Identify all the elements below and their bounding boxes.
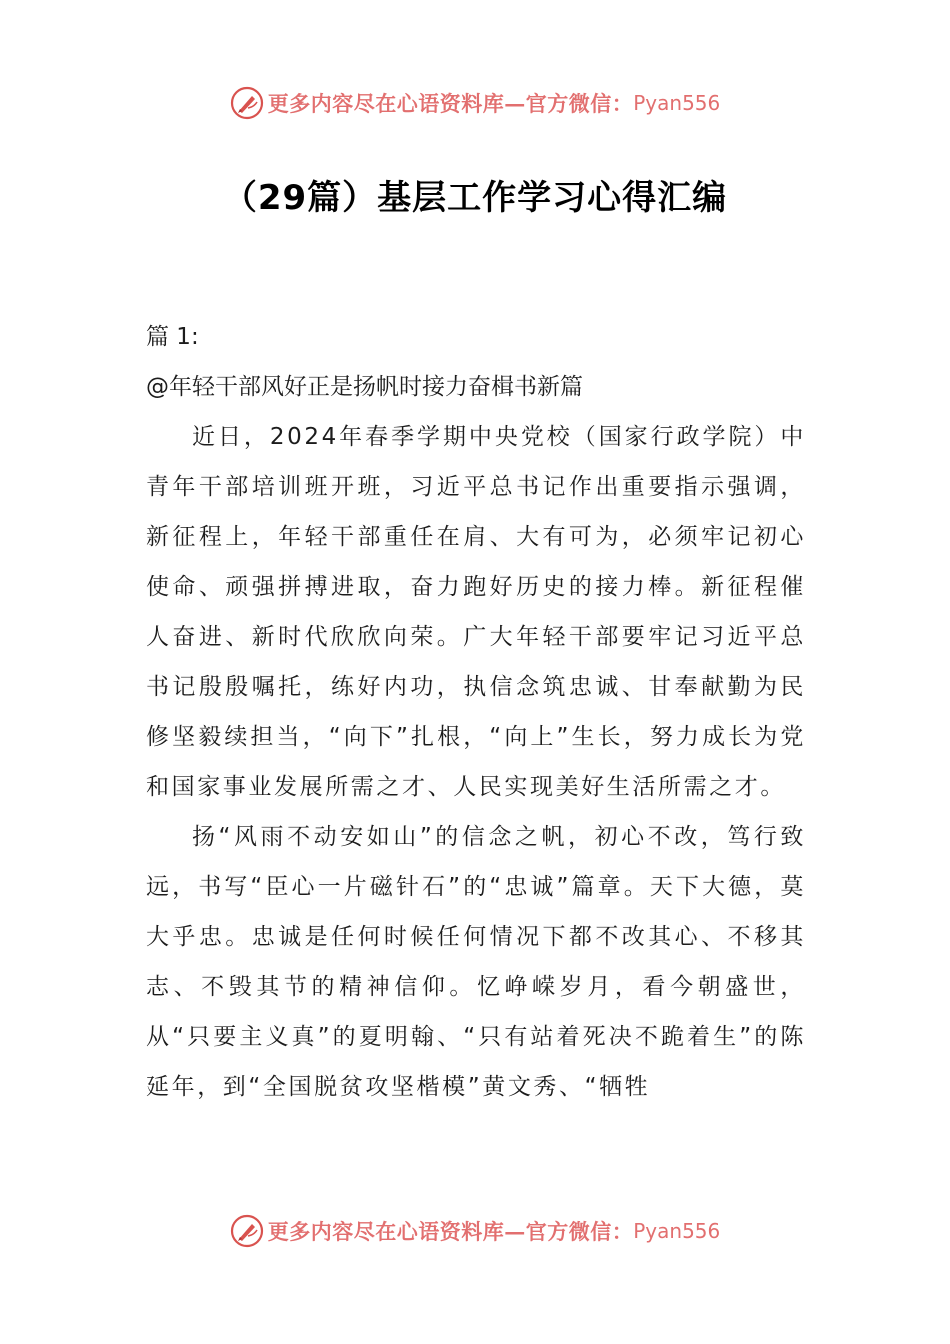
watermark-footer	[0, 1211, 950, 1251]
document-title: （29篇）基层工作学习心得汇编	[222, 178, 728, 218]
section-label: 篇 1:	[146, 324, 199, 350]
watermark-header	[0, 83, 950, 123]
watermark-wechat-id: Pyan556	[633, 91, 721, 115]
watermark-wechat-id: Pyan556	[633, 1219, 721, 1243]
watermark-text: 更多内容尽在心语资料库—官方微信：	[267, 1219, 634, 1244]
article-title: @年轻干部风好正是扬帆时接力奋楫书新篇	[146, 374, 583, 400]
paragraph-2: 扬“风雨不动安如山”的信念之帆，初心不改，笃行致远，书写“臣心一片磁针石”的“忠诚”篇章。天下大德，莫大乎忠。忠诚是任何时候任何情况下都不改其心、不移其志、不毁其节的精神信仰。忆峥嵘岁月，看今朝盛世，从“只要主义真”的夏明翰、“只有站着死决不跪着生”的陈延年，到“全国脱贫攻坚楷模”黄文秀、“牺牲	[146, 824, 806, 1100]
pen-logo-icon	[230, 86, 264, 120]
document-body	[146, 312, 806, 1112]
pen-logo-icon	[230, 1214, 264, 1248]
paragraph-1: 近日，2024年春季学期中央党校（国家行政学院）中青年干部培训班开班，习近平总书记作出重要指示强调，新征程上，年轻干部重任在肩、大有可为，必须牢记初心使命、顽强拼搏进取，奋力跑好历史的接力棒。新征程催人奋进、新时代欣欣向荣。广大年轻干部要牢记习近平总书记殷殷嘱托，练好内功，执信念筑忠诚、甘奉献勤为民修坚毅续担当，“向下”扎根，“向上”生长，努力成长为党和国家事业发展所需之才、人民实现美好生活所需之才。	[146, 424, 806, 800]
watermark-text: 更多内容尽在心语资料库—官方微信：	[267, 91, 634, 116]
